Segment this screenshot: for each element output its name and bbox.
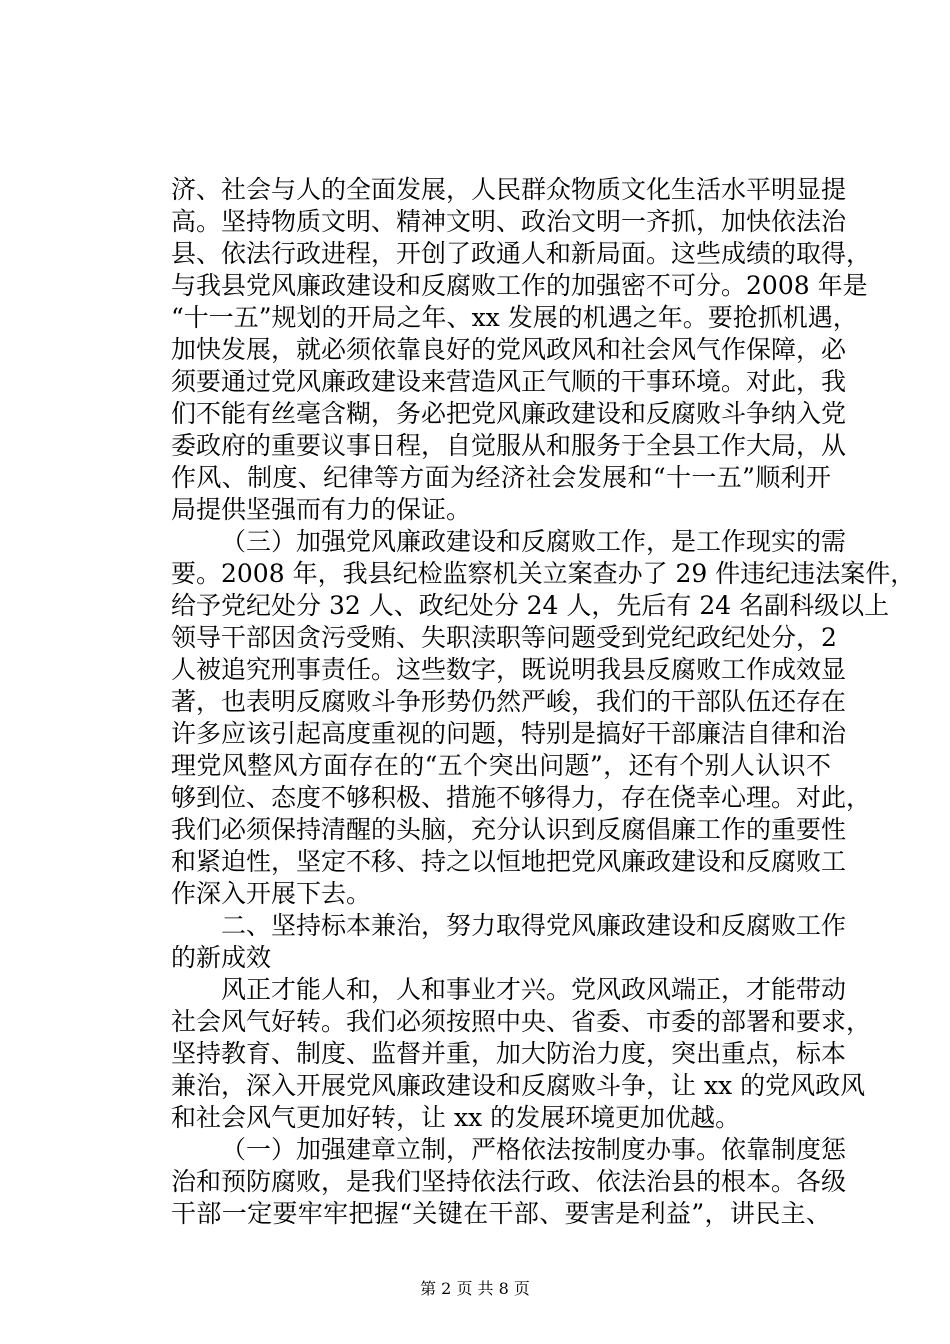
text-line: 风正才能人和，人和事业才兴。党风政风端正，才能带动 [221, 975, 847, 1004]
text-line: 和紧迫性，坚定不移、持之以恒地把党风廉政建设和反腐败工 [171, 847, 847, 876]
text-line: 够到位、态度不够积极、措施不够得力，存在侥幸心理。对此， [171, 783, 872, 812]
section-heading-line: 二、坚持标本兼治，努力取得党风廉政建设和反腐败工作 [221, 911, 847, 940]
text-line: 济、社会与人的全面发展，人民群众物质文化生活水平明显提 [171, 175, 847, 204]
section-heading-line: 的新成效 [171, 943, 272, 972]
text-line: 委政府的重要议事日程，自觉服从和服务于全县工作大局，从 [171, 431, 847, 460]
text-line: 理党风整风方面存在的“五个突出问题”，还有个别人认识不 [171, 751, 831, 780]
text-line: 社会风气好转。我们必须按照中央、省委、市委的部署和要求， [171, 1007, 872, 1036]
text-line: 人被追究刑事责任。这些数字，既说明我县反腐败工作成效显 [171, 655, 847, 684]
text-line: 加快发展，就必须依靠良好的党风政风和社会风气作保障，必 [171, 335, 847, 364]
page-number: 第 2 页 共 8 页 [420, 1279, 530, 1298]
text-line: 治和预防腐败，是我们坚持依法行政、依法治县的根本。各级 [171, 1167, 847, 1196]
text-line: 作深入开展下去。 [171, 879, 372, 908]
text-line: 给予党纪处分 32 人、政纪处分 24 人，先后有 24 名副科级以上 [171, 591, 890, 620]
body-text [171, 174, 916, 1230]
text-line: 和社会风气更加好转，让 xx 的发展环境更加优越。 [171, 1103, 741, 1132]
text-line: （一）加强建章立制，严格依法按制度办事。依靠制度惩 [221, 1135, 847, 1164]
text-line: 局提供坚强而有力的保证。 [171, 495, 472, 524]
text-line: 要。2008 年，我县纪检监察机关立案查办了 29 件违纪违法案件， [171, 559, 916, 588]
text-line: 我们必须保持清醒的头脑，充分认识到反腐倡廉工作的重要性 [171, 815, 847, 844]
page-footer [0, 1279, 950, 1299]
text-line: 与我县党风廉政建设和反腐败工作的加强密不可分。2008 年是 [171, 271, 868, 300]
text-line: 著，也表明反腐败斗争形势仍然严峻，我们的干部队伍还存在 [171, 687, 847, 716]
text-line: 们不能有丝毫含糊，务必把党风廉政建设和反腐败斗争纳入党 [171, 399, 847, 428]
text-line: 领导干部因贪污受贿、失职渎职等问题受到党纪政纪处分，2 [171, 623, 837, 652]
text-line: 兼治，深入开展党风廉政建设和反腐败斗争，让 xx 的党风政风 [171, 1071, 866, 1100]
text-line: 作风、制度、纪律等方面为经济社会发展和“十一五”顺利开 [171, 463, 831, 492]
text-line: （三）加强党风廉政建设和反腐败工作，是工作现实的需 [221, 527, 847, 556]
text-line: “十一五”规划的开局之年、xx 发展的机遇之年。要抢抓机遇， [171, 303, 858, 332]
text-line: 许多应该引起高度重视的问题，特别是搞好干部廉洁自律和治 [171, 719, 847, 748]
text-line: 高。坚持物质文明、精神文明、政治文明一齐抓，加快依法治 [171, 207, 847, 236]
text-line: 坚持教育、制度、监督并重，加大防治力度，突出重点，标本 [171, 1039, 847, 1068]
text-line: 须要通过党风廉政建设来营造风正气顺的干事环境。对此，我 [171, 367, 847, 396]
text-line: 干部一定要牢牢把握“关键在干部、要害是利益”，讲民主、 [171, 1199, 831, 1228]
text-line: 县、依法行政进程，开创了政通人和新局面。这些成绩的取得， [171, 239, 872, 268]
